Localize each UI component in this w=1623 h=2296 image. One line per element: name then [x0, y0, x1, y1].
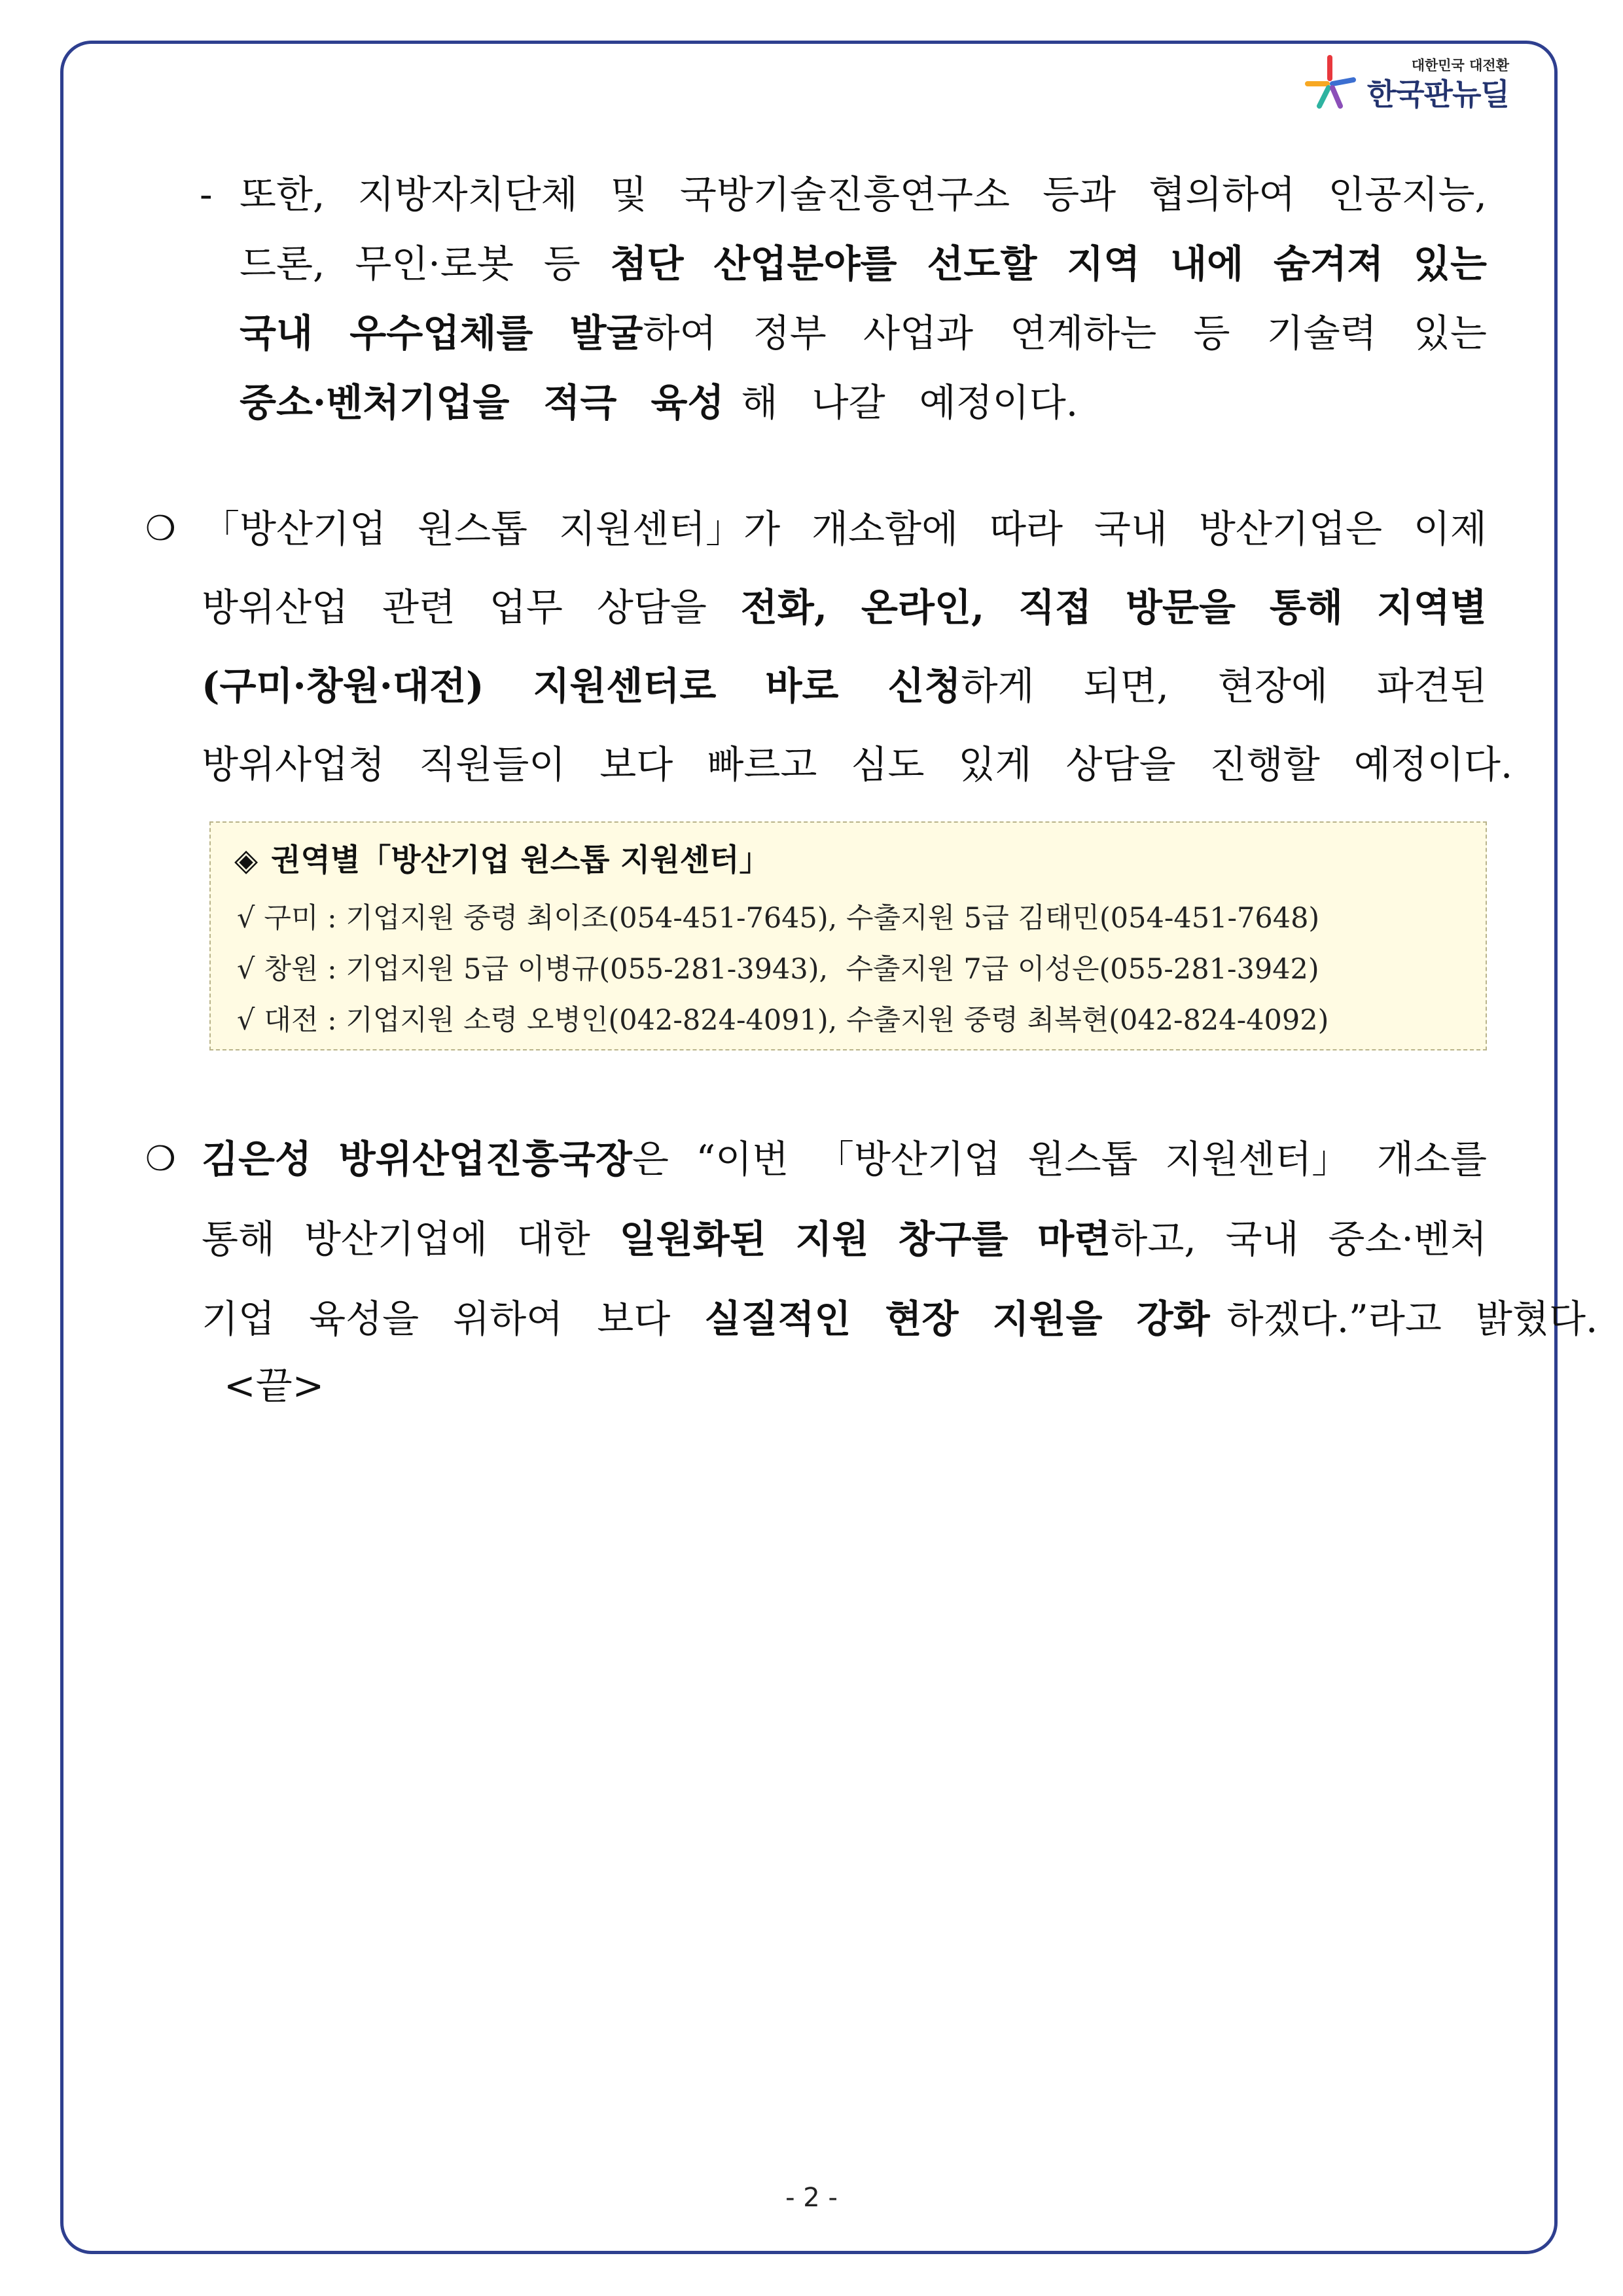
- word: 지원센터로: [533, 664, 717, 708]
- word: 현장: [885, 1297, 959, 1341]
- logo-title: 한국판뉴딜: [1366, 77, 1509, 112]
- word: 내에: [1170, 242, 1244, 286]
- word: 기술력: [1266, 311, 1377, 355]
- word: 산업분야를: [713, 242, 897, 286]
- word: 지역: [1067, 242, 1141, 286]
- word: 기업: [202, 1297, 276, 1341]
- word: 현장에: [1217, 664, 1328, 708]
- word: 연계하는: [1010, 311, 1157, 355]
- word: 통해: [202, 1217, 276, 1261]
- word: 육성을: [309, 1297, 419, 1341]
- check-icon: √: [237, 1004, 255, 1037]
- info-row-gumi: √ 구미 : 기업지원 중령 최이조(054-451-7645), 수출지원 5급 김태민(054-451-7648): [237, 902, 1320, 935]
- text-line: [240, 298, 1487, 368]
- paragraph-director-quote: [202, 1119, 1598, 1359]
- word: 통해: [1269, 585, 1343, 630]
- word: 「방산기업: [202, 507, 387, 551]
- word: 등과: [1043, 172, 1116, 217]
- word: 중소·벤처기업을: [240, 380, 510, 425]
- word: 밝혔다.: [1475, 1297, 1598, 1341]
- word: 마련하고,: [1037, 1217, 1196, 1261]
- check-icon: √: [237, 902, 255, 935]
- word: 개소를: [1376, 1137, 1487, 1181]
- text-line: [202, 1279, 1598, 1359]
- text-line: [240, 160, 1487, 229]
- word: 지원: [795, 1217, 869, 1261]
- word: 전화,: [740, 585, 828, 630]
- word: 파견된: [1376, 664, 1487, 708]
- word: 및: [610, 172, 647, 217]
- word: 위하여: [453, 1297, 563, 1341]
- word: 진행할: [1209, 742, 1320, 787]
- word: 선도할: [927, 242, 1037, 286]
- word: (구미·창원·대전): [202, 664, 484, 708]
- word: 무인·로봇: [355, 242, 514, 286]
- logo-slogan: 대한민국 대전환: [1411, 58, 1509, 73]
- word: 따라: [989, 507, 1063, 551]
- word: 온라인,: [861, 585, 985, 630]
- word: 직접: [1018, 585, 1092, 630]
- word: 「방산기업: [815, 1137, 1001, 1181]
- text-line: [240, 229, 1487, 298]
- sub-item-paragraph: [240, 160, 1487, 437]
- word: 대한: [516, 1217, 590, 1261]
- dash-marker: -: [200, 172, 213, 217]
- word: 일원화된: [619, 1217, 766, 1261]
- info-box-title: [234, 836, 770, 880]
- word: 관련: [382, 585, 456, 630]
- word: 있게: [958, 742, 1032, 787]
- word: 상담을: [1065, 742, 1176, 787]
- word: 방산기업은: [1198, 507, 1382, 551]
- text-line: [202, 725, 1513, 804]
- end-mark: <끝>: [224, 1363, 325, 1408]
- word: 인공지능,: [1328, 172, 1487, 217]
- word: 원스톱: [418, 507, 528, 551]
- word: 바로: [765, 664, 839, 708]
- word: 숨겨져: [1274, 242, 1384, 286]
- word: 적극: [543, 380, 617, 425]
- word: 원스톱: [1027, 1137, 1138, 1181]
- word: 있는: [1413, 242, 1487, 286]
- word: 나갈: [812, 380, 885, 425]
- page-number: - 2 -: [785, 2183, 838, 2213]
- word: 협의하여: [1149, 172, 1296, 217]
- word: 지원센터」가: [558, 507, 781, 551]
- word: 방문을: [1125, 585, 1236, 630]
- diamond-bullet-icon: ◈: [234, 842, 259, 878]
- text-line: [202, 1199, 1487, 1279]
- word: 김은성: [202, 1137, 312, 1181]
- text-line: [202, 568, 1487, 647]
- word: 되면,: [1083, 664, 1169, 708]
- word: 방위산업진흥국장은: [338, 1137, 669, 1181]
- word: 육성 해: [651, 380, 778, 425]
- word: 실질적인: [704, 1297, 851, 1341]
- word: 국방기술진흥연구소: [679, 172, 1010, 217]
- word: 예정이다.: [919, 380, 1079, 425]
- text-line: [202, 647, 1487, 725]
- text-line: [202, 490, 1487, 568]
- word: 중소·벤처: [1328, 1217, 1487, 1261]
- word: 신청하게: [887, 664, 1035, 708]
- word: 창구를: [898, 1217, 1008, 1261]
- word: 보다: [599, 742, 673, 787]
- text-line: [202, 1119, 1487, 1199]
- circle-bullet-icon: ❍: [145, 1139, 176, 1179]
- word: 지방자치단체: [357, 172, 578, 217]
- korean-new-deal-logo: [1302, 54, 1512, 113]
- word: 개소함에: [811, 507, 959, 551]
- word: 강화 하겠다.”라고: [1136, 1297, 1442, 1341]
- word: 보다: [597, 1297, 671, 1341]
- word: 지역별: [1376, 585, 1487, 630]
- word: 방위사업청: [202, 742, 385, 787]
- info-box-title-text: 권역별「방산기업 원스톱 지원센터」: [271, 842, 770, 878]
- info-row-changwon: √ 창원 : 기업지원 5급 이병규(055-281-3943), 수출지원 7급 이성은(055-281-3942): [237, 953, 1319, 986]
- word: 방산기업에: [304, 1217, 488, 1261]
- word: 첨단: [610, 242, 684, 286]
- word: 방위산업: [202, 585, 349, 630]
- word: 직원들이: [419, 742, 566, 787]
- word: 예정이다.: [1353, 742, 1513, 787]
- text-line: [240, 368, 1487, 437]
- word: 발굴하여: [569, 311, 717, 355]
- word: 등: [543, 242, 580, 286]
- word: 지원센터」: [1165, 1137, 1350, 1181]
- word: 있는: [1413, 311, 1487, 355]
- check-icon: √: [237, 953, 255, 986]
- word: 우수업체를: [349, 311, 533, 355]
- info-row-daejeon: √ 대전 : 기업지원 소령 오병인(042-824-4091), 수출지원 중령 최복현(042-824-4092): [237, 1004, 1329, 1037]
- word: “이번: [696, 1137, 789, 1181]
- word: 정부: [753, 311, 827, 355]
- word: 이제: [1413, 507, 1487, 551]
- word: 국내: [240, 311, 313, 355]
- word: 업무: [489, 585, 563, 630]
- new-deal-star-icon: [1302, 54, 1357, 109]
- word: 또한,: [240, 172, 325, 217]
- word: 국내: [1094, 507, 1168, 551]
- word: 상담을: [596, 585, 707, 630]
- word: 등: [1193, 311, 1230, 355]
- word: 빠르고: [707, 742, 817, 787]
- regional-center-info-box: [209, 821, 1487, 1050]
- word: 심도: [851, 742, 925, 787]
- paragraph-support-center: [202, 490, 1513, 804]
- word: 국내: [1225, 1217, 1299, 1261]
- word: 드론,: [240, 242, 325, 286]
- word: 사업과: [863, 311, 974, 355]
- circle-bullet-icon: ❍: [145, 509, 176, 548]
- word: 지원을: [992, 1297, 1103, 1341]
